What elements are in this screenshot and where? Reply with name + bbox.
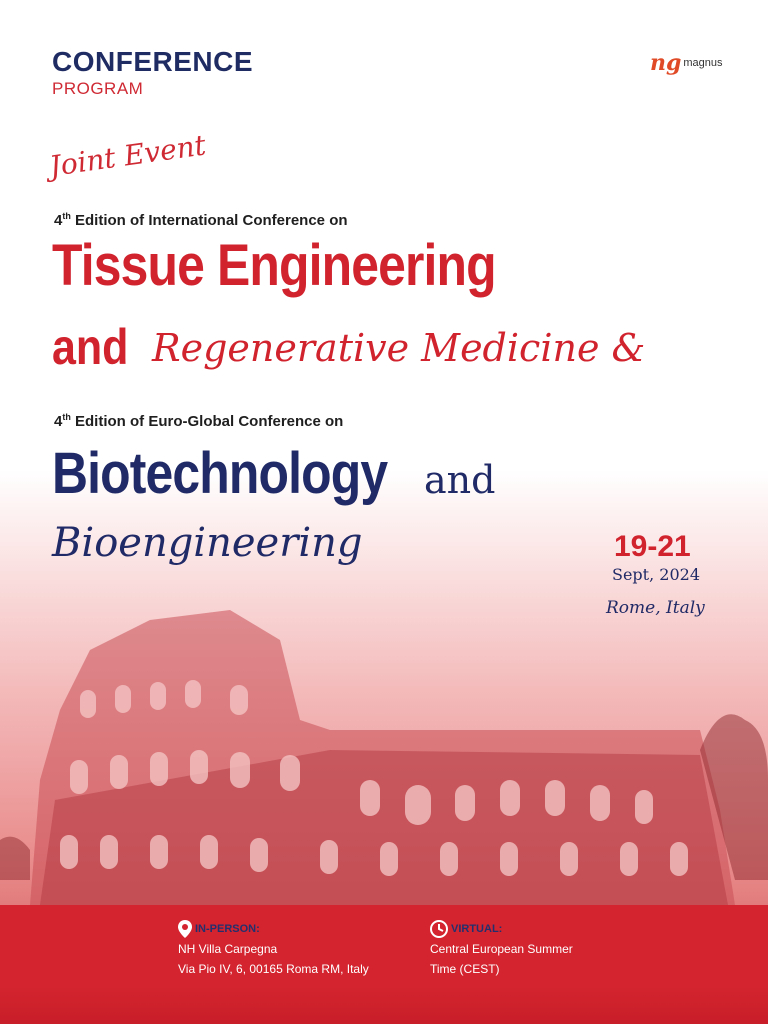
in-person-heading xyxy=(178,919,369,939)
clock-icon xyxy=(430,920,448,938)
conf2-edition: 4th Edition of Euro-Global Conference on xyxy=(54,412,344,430)
conf1-edition: 4th Edition of International Conference on xyxy=(54,211,348,229)
header-title: CONFERENCE xyxy=(52,46,254,77)
conf1-title-line2: Regenerative Medicine & xyxy=(152,326,646,370)
event-location: Rome, Italy xyxy=(606,598,705,618)
in-person-line2: Via Pio IV, 6, 00165 Roma RM, Italy xyxy=(178,962,369,976)
virtual-line2: Time (CEST) xyxy=(430,962,500,976)
logo-mark-icon: ng xyxy=(650,50,682,76)
logo-text: magnus xyxy=(683,57,723,69)
location-pin-icon xyxy=(178,920,192,938)
virtual-label: VIRTUAL: xyxy=(451,923,503,935)
conf1-title-and: and xyxy=(52,319,129,375)
virtual-heading xyxy=(430,919,573,939)
conf2-title-line1: Biotechnology xyxy=(52,441,388,506)
conf2-title-and: and xyxy=(424,458,496,502)
virtual-line1: Central European Summer xyxy=(430,942,573,956)
footer-bar xyxy=(0,905,768,1024)
colosseum-illustration xyxy=(0,580,768,910)
conf2-title-line2: Bioengineering xyxy=(52,520,363,566)
magnus-logo xyxy=(650,50,723,76)
header-subtitle: PROGRAM xyxy=(52,79,144,98)
event-dates: 19-21 xyxy=(614,530,691,563)
joint-event-label: Joint Event xyxy=(47,128,208,183)
in-person-line1: NH Villa Carpegna xyxy=(178,942,278,956)
in-person-block xyxy=(178,919,369,979)
virtual-block xyxy=(430,919,573,979)
in-person-label: IN-PERSON: xyxy=(195,923,260,935)
conf1-title-line1: Tissue Engineering xyxy=(52,233,496,298)
event-month-year: Sept, 2024 xyxy=(612,565,700,584)
